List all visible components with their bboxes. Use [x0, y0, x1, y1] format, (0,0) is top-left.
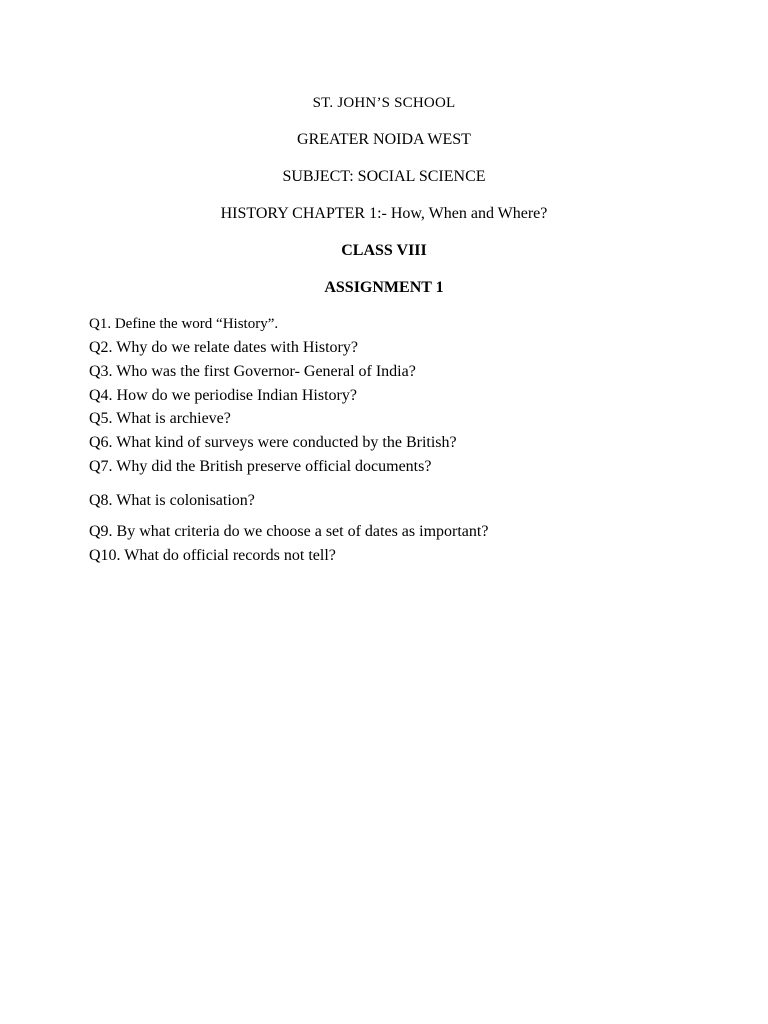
class-label: CLASS VIII	[341, 242, 427, 259]
question-10: Q10. What do official records not tell?	[89, 547, 336, 564]
question-1: Q1. Define the word “History”.	[89, 316, 279, 332]
school-location: GREATER NOIDA WEST	[297, 131, 471, 148]
question-9: Q9. By what criteria do we choose a set of dates as important?	[89, 523, 489, 540]
chapter-title: HISTORY CHAPTER 1:- How, When and Where?	[220, 205, 548, 222]
question-5: Q5. What is archieve?	[89, 410, 231, 427]
question-4: Q4. How do we periodise Indian History?	[89, 387, 357, 404]
subject-line: SUBJECT: SOCIAL SCIENCE	[282, 168, 486, 185]
question-6: Q6. What kind of surveys were conducted by the British?	[89, 434, 457, 451]
question-3: Q3. Who was the first Governor- General of India?	[89, 363, 416, 380]
assignment-title: ASSIGNMENT 1	[324, 279, 444, 296]
question-2: Q2. Why do we relate dates with History?	[89, 339, 358, 356]
school-name: ST. JOHN’S SCHOOL	[312, 95, 456, 111]
question-7: Q7. Why did the British preserve official documents?	[89, 458, 432, 475]
question-8: Q8. What is colonisation?	[89, 492, 255, 509]
